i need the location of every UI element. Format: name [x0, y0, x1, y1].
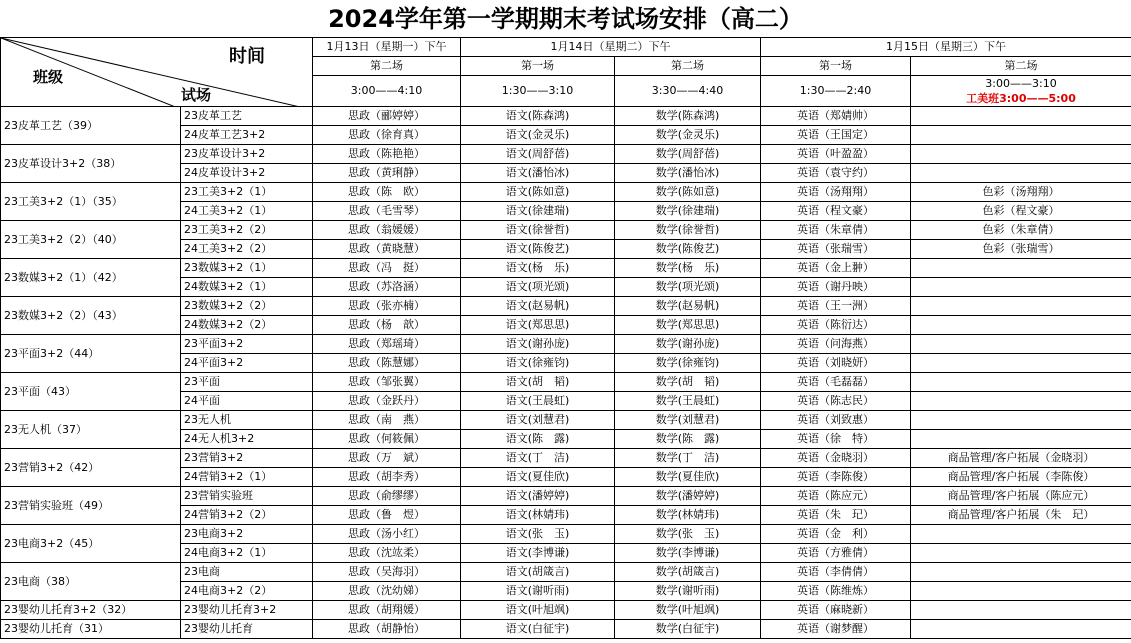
politics-exam-cell: 思政（胡翔媛） [313, 601, 461, 620]
table-row [1, 487, 1131, 506]
english-exam-cell: 英语（王国定） [761, 126, 911, 145]
specialty-exam-cell: 商品管理/客户拓展（陈应元） [911, 487, 1131, 506]
specialty-exam-cell [911, 335, 1131, 354]
english-exam-cell: 英语（朱 玘） [761, 506, 911, 525]
math-exam-cell: 数学(陈 露) [615, 430, 761, 449]
math-exam-cell: 数学(潘婷婷) [615, 487, 761, 506]
room-cell: 23营销3+2 [181, 449, 313, 468]
time-header: 3:00——4:10 [313, 76, 461, 107]
english-exam-cell: 英语（程文豪） [761, 202, 911, 221]
room-cell: 23工美3+2（1） [181, 183, 313, 202]
room-cell: 23电商3+2 [181, 525, 313, 544]
specialty-exam-cell [911, 278, 1131, 297]
english-exam-cell: 英语（李倩倩） [761, 563, 911, 582]
politics-exam-cell: 思政（张亦楠） [313, 297, 461, 316]
english-exam-cell: 英语（郑婧帅） [761, 107, 911, 126]
politics-exam-cell: 思政（沈竑柔） [313, 544, 461, 563]
table-row [1, 335, 1131, 354]
room-cell: 24平面3+2 [181, 354, 313, 373]
english-exam-cell: 英语（李陈俊） [761, 468, 911, 487]
specialty-exam-cell [911, 563, 1131, 582]
math-exam-cell: 数学(徐誉哲) [615, 221, 761, 240]
specialty-exam-cell: 商品管理/客户拓展（朱 玘） [911, 506, 1131, 525]
room-cell: 24营销3+2（1） [181, 468, 313, 487]
specialty-exam-cell [911, 107, 1131, 126]
politics-exam-cell: 思政（陈艳艳） [313, 145, 461, 164]
table-row [1, 373, 1131, 392]
math-exam-cell: 数学(李博谦) [615, 544, 761, 563]
specialty-exam-cell [911, 430, 1131, 449]
special-time-note: 工美班3:00——5:00 [966, 92, 1076, 105]
specialty-exam-cell: 色彩（朱章倩） [911, 221, 1131, 240]
chinese-exam-cell: 语文(陈如意) [461, 183, 615, 202]
chinese-exam-cell: 语文(陈 露) [461, 430, 615, 449]
politics-exam-cell: 思政（鲁 煜） [313, 506, 461, 525]
specialty-exam-cell [911, 164, 1131, 183]
specialty-exam-cell [911, 373, 1131, 392]
chinese-exam-cell: 语文(徐建瑞) [461, 202, 615, 221]
politics-exam-cell: 思政（杨 歆） [313, 316, 461, 335]
math-exam-cell: 数学(徐雍钧) [615, 354, 761, 373]
table-row [1, 145, 1131, 164]
chinese-exam-cell: 语文(郑思思) [461, 316, 615, 335]
math-exam-cell: 数学(徐建瑞) [615, 202, 761, 221]
specialty-exam-cell [911, 544, 1131, 563]
table-row [1, 221, 1131, 240]
specialty-exam-cell: 色彩（程文豪） [911, 202, 1131, 221]
english-exam-cell: 英语（袁守约） [761, 164, 911, 183]
room-cell: 24无人机3+2 [181, 430, 313, 449]
room-cell: 23数媒3+2（2） [181, 297, 313, 316]
time-header: 1:30——2:40 [761, 76, 911, 107]
table-row [1, 259, 1131, 278]
chinese-exam-cell: 语文(胡箴言) [461, 563, 615, 582]
politics-exam-cell: 思政（邹张翼） [313, 373, 461, 392]
specialty-exam-cell: 色彩（汤翔翔） [911, 183, 1131, 202]
chinese-exam-cell: 语文(夏佳欣) [461, 468, 615, 487]
room-cell: 24电商3+2（1） [181, 544, 313, 563]
politics-exam-cell: 思政（万 斌） [313, 449, 461, 468]
chinese-exam-cell: 语文(丁 洁) [461, 449, 615, 468]
room-cell: 24工美3+2（2） [181, 240, 313, 259]
class-cell: 23营销3+2（42） [1, 449, 181, 487]
class-cell: 23电商3+2（45） [1, 525, 181, 563]
table-row [1, 563, 1131, 582]
specialty-exam-cell [911, 601, 1131, 620]
chinese-exam-cell: 语文(潘婷婷) [461, 487, 615, 506]
session-header: 第二场 [911, 57, 1131, 76]
math-exam-cell: 数学(丁 洁) [615, 449, 761, 468]
math-exam-cell: 数学(潘怡冰) [615, 164, 761, 183]
class-cell: 23无人机（37） [1, 411, 181, 449]
politics-exam-cell: 思政（南 燕） [313, 411, 461, 430]
room-cell: 23营销实验班 [181, 487, 313, 506]
session-header: 第二场 [313, 57, 461, 76]
time-header-last [911, 76, 1131, 107]
room-cell: 23皮革设计3+2 [181, 145, 313, 164]
politics-exam-cell: 思政（毛雪琴） [313, 202, 461, 221]
session-header: 第二场 [615, 57, 761, 76]
math-exam-cell: 数学(杨 乐) [615, 259, 761, 278]
specialty-exam-cell [911, 411, 1131, 430]
class-cell: 23平面3+2（44） [1, 335, 181, 373]
chinese-exam-cell: 语文(赵易帆) [461, 297, 615, 316]
english-exam-cell: 英语（叶盈盈） [761, 145, 911, 164]
specialty-exam-cell [911, 259, 1131, 278]
chinese-exam-cell: 语文(胡 韬) [461, 373, 615, 392]
corner-room-label: 试场 [181, 86, 212, 104]
table-row [1, 601, 1131, 620]
table-row [1, 297, 1131, 316]
math-exam-cell: 数学(王晨虹) [615, 392, 761, 411]
specialty-exam-cell [911, 582, 1131, 601]
chinese-exam-cell: 语文(杨 乐) [461, 259, 615, 278]
specialty-exam-cell: 商品管理/客户拓展（李陈俊） [911, 468, 1131, 487]
chinese-exam-cell: 语文(王晨虹) [461, 392, 615, 411]
math-exam-cell: 数学(赵易帆) [615, 297, 761, 316]
table-row [1, 183, 1131, 202]
class-cell: 23电商（38） [1, 563, 181, 601]
english-exam-cell: 英语（金上翀） [761, 259, 911, 278]
room-cell: 24皮革工艺3+2 [181, 126, 313, 145]
chinese-exam-cell: 语文(陈森鸿) [461, 107, 615, 126]
class-cell: 23婴幼儿托育3+2（32） [1, 601, 181, 620]
chinese-exam-cell: 语文(叶旭飒) [461, 601, 615, 620]
room-cell: 23数媒3+2（1） [181, 259, 313, 278]
class-cell: 23工美3+2（1）（35） [1, 183, 181, 221]
session-header: 第一场 [461, 57, 615, 76]
time-header: 3:30——4:40 [615, 76, 761, 107]
politics-exam-cell: 思政（陈慧娜） [313, 354, 461, 373]
math-exam-cell: 数学(陈俊艺) [615, 240, 761, 259]
time-header-text: 3:00——3:10 [985, 77, 1057, 90]
math-exam-cell: 数学(林婧玮) [615, 506, 761, 525]
corner-time-label: 时间 [229, 46, 265, 67]
class-cell: 23婴幼儿托育（31） [1, 620, 181, 639]
specialty-exam-cell: 色彩（张瑞雪） [911, 240, 1131, 259]
english-exam-cell: 英语（问海燕） [761, 335, 911, 354]
english-exam-cell: 英语（陈应元） [761, 487, 911, 506]
room-cell: 24平面 [181, 392, 313, 411]
english-exam-cell: 英语（朱章倩） [761, 221, 911, 240]
politics-exam-cell: 思政（俞缪缪） [313, 487, 461, 506]
room-cell: 24电商3+2（2） [181, 582, 313, 601]
math-exam-cell: 数学(周舒蓓) [615, 145, 761, 164]
chinese-exam-cell: 语文(潘怡冰) [461, 164, 615, 183]
specialty-exam-cell [911, 145, 1131, 164]
english-exam-cell: 英语（陈维炼） [761, 582, 911, 601]
politics-exam-cell: 思政（胡李秀） [313, 468, 461, 487]
politics-exam-cell: 思政（黄琍静） [313, 164, 461, 183]
room-cell: 23婴幼儿托育3+2 [181, 601, 313, 620]
chinese-exam-cell: 语文(周舒蓓) [461, 145, 615, 164]
english-exam-cell: 英语（谢梦醒） [761, 620, 911, 639]
corner-class-label: 班级 [33, 68, 64, 86]
room-cell: 23平面3+2 [181, 335, 313, 354]
english-exam-cell: 英语（金 利） [761, 525, 911, 544]
english-exam-cell: 英语（汤翔翔） [761, 183, 911, 202]
specialty-exam-cell [911, 354, 1131, 373]
class-cell: 23数媒3+2（2）（43） [1, 297, 181, 335]
english-exam-cell: 英语（陈志民） [761, 392, 911, 411]
politics-exam-cell: 思政（冯 挺） [313, 259, 461, 278]
math-exam-cell: 数学(胡箴言) [615, 563, 761, 582]
time-header: 1:30——3:10 [461, 76, 615, 107]
chinese-exam-cell: 语文(陈俊艺) [461, 240, 615, 259]
politics-exam-cell: 思政（胡静怡） [313, 620, 461, 639]
chinese-exam-cell: 语文(徐誉哲) [461, 221, 615, 240]
day-header-1: 1月13日（星期一）下午 [313, 38, 461, 57]
politics-exam-cell: 思政（金跃丹） [313, 392, 461, 411]
politics-exam-cell: 思政（苏洛涵） [313, 278, 461, 297]
room-cell: 23工美3+2（2） [181, 221, 313, 240]
specialty-exam-cell [911, 620, 1131, 639]
math-exam-cell: 数学(刘慧君) [615, 411, 761, 430]
math-exam-cell: 数学(陈森鸿) [615, 107, 761, 126]
english-exam-cell: 英语（徐 特） [761, 430, 911, 449]
math-exam-cell: 数学(叶旭飒) [615, 601, 761, 620]
room-cell: 23皮革工艺 [181, 107, 313, 126]
table-row [1, 107, 1131, 126]
room-cell: 24工美3+2（1） [181, 202, 313, 221]
header-row-days [1, 38, 1131, 57]
english-exam-cell: 英语（毛磊磊） [761, 373, 911, 392]
exam-schedule-table [0, 37, 1131, 639]
table-row [1, 449, 1131, 468]
politics-exam-cell: 思政（郦婷婷） [313, 107, 461, 126]
chinese-exam-cell: 语文(张 玉) [461, 525, 615, 544]
english-exam-cell: 英语（王一洲） [761, 297, 911, 316]
room-cell: 24数媒3+2（1） [181, 278, 313, 297]
specialty-exam-cell: 商品管理/客户拓展（金晓羽） [911, 449, 1131, 468]
chinese-exam-cell: 语文(金灵乐) [461, 126, 615, 145]
class-cell: 23平面（43） [1, 373, 181, 411]
session-header: 第一场 [761, 57, 911, 76]
table-row [1, 620, 1131, 639]
class-cell: 23数媒3+2（1）（42） [1, 259, 181, 297]
room-cell: 24皮革设计3+2 [181, 164, 313, 183]
english-exam-cell: 英语（方雅倩） [761, 544, 911, 563]
english-exam-cell: 英语（金晓羽） [761, 449, 911, 468]
room-cell: 24营销3+2（2） [181, 506, 313, 525]
math-exam-cell: 数学(胡 韬) [615, 373, 761, 392]
page-title: 2024学年第一学期期末考试场安排（高二） [328, 5, 803, 33]
math-exam-cell: 数学(张 玉) [615, 525, 761, 544]
politics-exam-cell: 思政（徐育真） [313, 126, 461, 145]
math-exam-cell: 数学(金灵乐) [615, 126, 761, 145]
chinese-exam-cell: 语文(项光颂) [461, 278, 615, 297]
math-exam-cell: 数学(陈如意) [615, 183, 761, 202]
class-cell: 23皮革工艺（39） [1, 107, 181, 145]
english-exam-cell: 英语（陈衍达） [761, 316, 911, 335]
day-header-2: 1月14日（星期二）下午 [461, 38, 761, 57]
chinese-exam-cell: 语文(李博谦) [461, 544, 615, 563]
english-exam-cell: 英语（张瑞雪） [761, 240, 911, 259]
specialty-exam-cell [911, 126, 1131, 145]
room-cell: 23无人机 [181, 411, 313, 430]
politics-exam-cell: 思政（汤小红） [313, 525, 461, 544]
class-cell: 23皮革设计3+2（38） [1, 145, 181, 183]
table-row [1, 525, 1131, 544]
math-exam-cell: 数学(谢孙庞) [615, 335, 761, 354]
politics-exam-cell: 思政（郑瑶琦） [313, 335, 461, 354]
english-exam-cell: 英语（刘致惠） [761, 411, 911, 430]
room-cell: 23电商 [181, 563, 313, 582]
politics-exam-cell: 思政（黄晓慧） [313, 240, 461, 259]
chinese-exam-cell: 语文(白征宇) [461, 620, 615, 639]
class-cell: 23工美3+2（2）（40） [1, 221, 181, 259]
chinese-exam-cell: 语文(林婧玮) [461, 506, 615, 525]
politics-exam-cell: 思政（陈 欧） [313, 183, 461, 202]
politics-exam-cell: 思政（翁媛媛） [313, 221, 461, 240]
specialty-exam-cell [911, 316, 1131, 335]
politics-exam-cell: 思政（沈幼娣） [313, 582, 461, 601]
math-exam-cell: 数学(谢听雨) [615, 582, 761, 601]
chinese-exam-cell: 语文(谢听雨) [461, 582, 615, 601]
math-exam-cell: 数学(白征宇) [615, 620, 761, 639]
day-header-3: 1月15日（星期三）下午 [761, 38, 1131, 57]
specialty-exam-cell [911, 525, 1131, 544]
room-cell: 23婴幼儿托育 [181, 620, 313, 639]
english-exam-cell: 英语（麻晓新） [761, 601, 911, 620]
room-cell: 24数媒3+2（2） [181, 316, 313, 335]
chinese-exam-cell: 语文(谢孙庞) [461, 335, 615, 354]
class-cell: 23营销实验班（49） [1, 487, 181, 525]
english-exam-cell: 英语（谢丹映） [761, 278, 911, 297]
specialty-exam-cell [911, 297, 1131, 316]
math-exam-cell: 数学(夏佳欣) [615, 468, 761, 487]
math-exam-cell: 数学(项光颂) [615, 278, 761, 297]
table-row [1, 411, 1131, 430]
math-exam-cell: 数学(郑思思) [615, 316, 761, 335]
room-cell: 23平面 [181, 373, 313, 392]
specialty-exam-cell [911, 392, 1131, 411]
english-exam-cell: 英语（刘晓妍） [761, 354, 911, 373]
politics-exam-cell: 思政（吴海羽） [313, 563, 461, 582]
politics-exam-cell: 思政（何筱佩） [313, 430, 461, 449]
corner-header-cell [1, 38, 313, 107]
chinese-exam-cell: 语文(徐雍钧) [461, 354, 615, 373]
chinese-exam-cell: 语文(刘慧君) [461, 411, 615, 430]
